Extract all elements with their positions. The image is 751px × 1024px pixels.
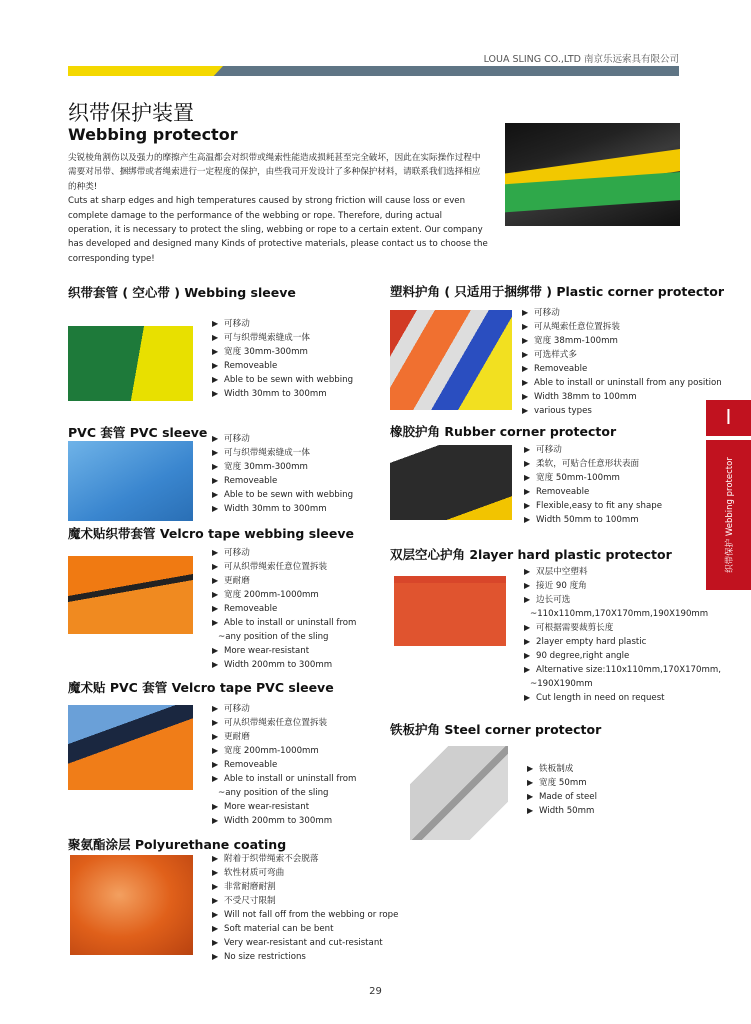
header-bar-accent xyxy=(68,66,223,76)
product-photo xyxy=(68,326,193,401)
section-title: 织带套管 ( 空心带 ) Webbing sleeve xyxy=(68,285,296,300)
section-title: 聚氨酯涂层 Polyurethane coating xyxy=(68,837,287,852)
feature-item: ▶ 宽度 30mm-300mm xyxy=(212,460,353,474)
feature-item: ▶ 可选样式多 xyxy=(522,348,722,362)
feature-item: ▶ Able to install or uninstall from xyxy=(212,616,356,630)
feature-item: ▶ 铁板制成 xyxy=(527,762,597,776)
feature-item: ▶ Able to install or uninstall from any position xyxy=(522,376,722,390)
section-title: 塑料护角 ( 只适用于捆绑带 ) Plastic corner protector xyxy=(390,284,725,299)
feature-item: ▶ 2layer empty hard plastic xyxy=(524,635,721,649)
feature-item: ▶ 非常耐磨耐割 xyxy=(212,880,398,894)
feature-item: ▶ More wear-resistant xyxy=(212,800,356,814)
product-photo xyxy=(68,441,193,521)
feature-list xyxy=(524,565,721,705)
product-photo xyxy=(68,556,193,634)
page-title-en: Webbing protector xyxy=(68,125,238,144)
feature-item: ▶ 可与织带绳索缝成一体 xyxy=(212,331,353,345)
feature-item: ▶ Removeable xyxy=(212,474,353,488)
feature-item: ▶ Very wear-resistant and cut-resistant xyxy=(212,936,398,950)
feature-item: ▶ Cut length in need on request xyxy=(524,691,721,705)
company-name: LOUA SLING CO.,LTD 南京乐远索具有限公司 xyxy=(483,54,679,65)
page-number: 29 xyxy=(369,986,382,997)
feature-item: ▶ 可移动 xyxy=(524,443,662,457)
feature-item: ▶ 接近 90 度角 xyxy=(524,579,721,593)
feature-item: ▶ 可移动 xyxy=(522,306,722,320)
chapter-tab xyxy=(706,440,751,590)
feature-item: ▶ Width 200mm to 300mm xyxy=(212,814,356,828)
feature-list xyxy=(212,317,353,401)
feature-item: ▶ 不受尺寸限制 xyxy=(212,894,398,908)
feature-item: ~190X190mm xyxy=(530,679,593,689)
feature-item: ▶ Soft material can be bent xyxy=(212,922,398,936)
product-photo xyxy=(390,310,512,410)
product-photo xyxy=(68,705,193,790)
feature-item: ▶ Width 38mm to 100mm xyxy=(522,390,722,404)
chapter-tab-number: I xyxy=(706,400,751,436)
feature-item: ▶ 宽度 38mm-100mm xyxy=(522,334,722,348)
feature-list xyxy=(527,762,597,818)
chapter-tab-label: 织带保护 Webbing protector xyxy=(724,457,735,573)
feature-item: ▶ Made of steel xyxy=(527,790,597,804)
feature-item: ▶ 软性材质可弯曲 xyxy=(212,866,398,880)
feature-item: ▶ 边长可选 xyxy=(524,593,721,607)
feature-item: ▶ 可移动 xyxy=(212,702,356,716)
feature-item: ▶ 宽度 50mm xyxy=(527,776,597,790)
intro-text xyxy=(68,151,488,266)
feature-item: ▶ 宽度 200mm-1000mm xyxy=(212,744,356,758)
intro-cn: 尖锐棱角割伤以及强力的摩擦产生高温都会对织带或绳索性能造成损耗甚至完全破坏，因此在实际操作过程中需要对吊带、捆绑带或者绳索进行一定程度的保护，由些我司开发设计了多种保护材料，请联系我们选择相应的种类! xyxy=(68,153,481,192)
feature-item: ▶ Width 50mm xyxy=(527,804,597,818)
feature-item: ▶ Flexible,easy to fit any shape xyxy=(524,499,662,513)
feature-item: ▶ No size restrictions xyxy=(212,950,398,964)
feature-item: ▶ Alternative size:110x110mm,170X170mm, xyxy=(524,663,721,677)
feature-list xyxy=(524,443,662,527)
feature-list xyxy=(212,432,353,516)
section-title: 铁板护角 Steel corner protector xyxy=(390,722,602,737)
intro-en: Cuts at sharp edges and high temperatures caused by strong friction will cause loss or even complete damage to the performance of the webbing or rope. Therefore, during actual operation, it is necessary to protect the sling, webbing or rope to a certain extent. Our company has developed and designed many Kinds of protective materials, please contact us to choose the corresponding type! xyxy=(68,196,488,264)
feature-item: ▶ More wear-resistant xyxy=(212,644,356,658)
feature-item: ~any position of the sling xyxy=(218,632,329,642)
product-photo xyxy=(390,445,512,520)
feature-item: ▶ 90 degree,right angle xyxy=(524,649,721,663)
feature-item: ▶ Removeable xyxy=(212,359,353,373)
feature-list xyxy=(212,702,356,828)
feature-item: ▶ 双层中空塑料 xyxy=(524,565,721,579)
section-title: 双层空心护角 2layer hard plastic protector xyxy=(390,547,672,562)
product-photo xyxy=(394,576,506,646)
section-title: 魔术贴织带套管 Velcro tape webbing sleeve xyxy=(68,526,355,541)
feature-item: ▶ Width 30mm to 300mm xyxy=(212,502,353,516)
feature-item: ▶ 宽度 200mm-1000mm xyxy=(212,588,356,602)
feature-item: ▶ Able to be sewn with webbing xyxy=(212,488,353,502)
feature-item: ▶ Removeable xyxy=(212,758,356,772)
feature-item: ▶ 可从织带绳索任意位置拆装 xyxy=(212,716,356,730)
feature-item: ▶ Width 200mm to 300mm xyxy=(212,658,356,672)
feature-item: ▶ Will not fall off from the webbing or rope xyxy=(212,908,398,922)
feature-item: ~any position of the sling xyxy=(218,788,329,798)
feature-item: ▶ Removeable xyxy=(524,485,662,499)
feature-list xyxy=(212,546,356,672)
feature-item: ▶ 可从绳索任意位置拆装 xyxy=(522,320,722,334)
feature-item: ▶ 附着于织带绳索不会脱落 xyxy=(212,852,398,866)
feature-list xyxy=(522,306,722,418)
feature-item: ▶ 可与织带绳索缝成一体 xyxy=(212,446,353,460)
feature-item: ▶ Removeable xyxy=(522,362,722,376)
product-photo xyxy=(410,746,508,840)
feature-item: ▶ 宽度 30mm-300mm xyxy=(212,345,353,359)
feature-item: ▶ 可移动 xyxy=(212,546,356,560)
feature-item: ▶ 宽度 50mm-100mm xyxy=(524,471,662,485)
feature-item: ▶ various types xyxy=(522,404,722,418)
feature-item: ▶ 可根据需要裁剪长度 xyxy=(524,621,721,635)
feature-item: ▶ 可从织带绳索任意位置拆装 xyxy=(212,560,356,574)
section-title: 橡胶护角 Rubber corner protector xyxy=(390,424,617,439)
feature-item: ▶ 更耐磨 xyxy=(212,574,356,588)
feature-item: ▶ Removeable xyxy=(212,602,356,616)
section-title: 魔术贴 PVC 套管 Velcro tape PVC sleeve xyxy=(68,680,334,695)
feature-item: ▶ 柔软，可贴合任意形状表面 xyxy=(524,457,662,471)
feature-item: ~110x110mm,170X170mm,190X190mm xyxy=(530,609,709,619)
feature-item: ▶ Width 30mm to 300mm xyxy=(212,387,353,401)
feature-item: ▶ 更耐磨 xyxy=(212,730,356,744)
page-title-cn: 织带保护装置 xyxy=(68,101,194,125)
feature-item: ▶ 可移动 xyxy=(212,317,353,331)
section-title: PVC 套管 PVC sleeve xyxy=(68,425,208,440)
feature-item: ▶ Able to be sewn with webbing xyxy=(212,373,353,387)
feature-item: ▶ Width 50mm to 100mm xyxy=(524,513,662,527)
hero-photo xyxy=(505,123,680,226)
feature-item: ▶ Able to install or uninstall from xyxy=(212,772,356,786)
feature-list xyxy=(212,852,398,964)
feature-item: ▶ 可移动 xyxy=(212,432,353,446)
product-photo xyxy=(70,855,193,955)
